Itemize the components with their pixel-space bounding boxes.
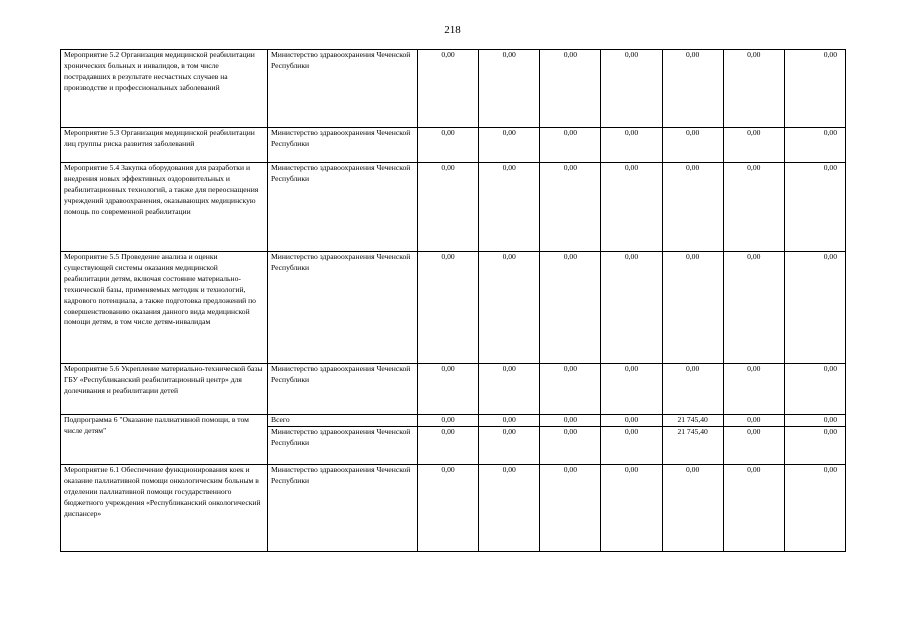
value-cell: 0,00 [418,50,479,128]
value-cell: 0,00 [418,252,479,364]
value-cell: 0,00 [723,128,784,163]
value-cell: 0,00 [784,252,845,364]
value-cell: 0,00 [601,128,662,163]
value-cell: 0,00 [723,426,784,464]
executor: Министерство здравоохранения Чеченской Республики [268,50,418,128]
value-cell: 0,00 [784,464,845,551]
value-cell: 0,00 [723,364,784,415]
value-cell: 0,00 [540,426,601,464]
value-cell: 0,00 [479,128,540,163]
value-cell: 0,00 [784,426,845,464]
table-row [61,163,846,252]
value-cell: 0,00 [601,50,662,128]
value-cell: 0,00 [418,163,479,252]
value-cell: 0,00 [540,464,601,551]
value-cell: 0,00 [662,464,723,551]
value-cell: 0,00 [662,252,723,364]
value-cell: 0,00 [662,128,723,163]
value-cell: 0,00 [601,426,662,464]
value-cell: 0,00 [479,415,540,427]
value-cell: 0,00 [784,364,845,415]
executor: Министерство здравоохранения Чеченской Республики [268,163,418,252]
value-cell: 0,00 [540,364,601,415]
executor: Министерство здравоохранения Чеченской Республики [268,252,418,364]
value-cell: 0,00 [723,415,784,427]
value-cell: 0,00 [479,50,540,128]
value-cell: 0,00 [418,464,479,551]
value-cell: 0,00 [662,50,723,128]
activity-name: Мероприятие 6.1 Обеспечение функционирования коек и оказание паллиативной помощи онкологическим больным в отделении паллиативной помощи государственного бюджетного учреждения «Республиканский онкологический диспансер» [61,464,268,551]
activity-name: Мероприятие 5.4 Закупка оборудования для разработки и внедрения новых эффективных оздоровительных и реабилитационных технологий, а также для переоснащения учреждений здравоохранения, оказывающих медицинскую помощь по современной реабилитации [61,163,268,252]
value-cell: 0,00 [540,163,601,252]
activity-name: Мероприятие 5.5 Проведение анализа и оценки существующей системы оказания медицинской реабилитации детям, включая состояние материально-технической базы, применяемых методик и технологий, кадрового потенциала, а также подготовка предложений по совершенствованию оказания данного вида медицинской помощи детям, в том числе детям-инвалидам [61,252,268,364]
value-cell: 0,00 [418,364,479,415]
value-cell: 0,00 [418,426,479,464]
budget-table [60,49,846,552]
executor: Министерство здравоохранения Чеченской Республики [268,128,418,163]
table-row [61,364,846,415]
value-cell: 0,00 [601,252,662,364]
value-cell: 0,00 [723,252,784,364]
table-row [61,50,846,128]
value-cell: 0,00 [540,50,601,128]
value-cell: 0,00 [601,364,662,415]
value-cell: 0,00 [479,364,540,415]
executor: Министерство здравоохранения Чеченской Республики [268,426,418,464]
value-cell: 0,00 [784,50,845,128]
activity-name: Мероприятие 5.6 Укрепление материально-технической базы ГБУ «Республиканский реабилитационный центр» для долечивания и реабилитации детей [61,364,268,415]
value-cell: 21 745,40 [662,415,723,427]
value-cell: 0,00 [723,163,784,252]
value-cell: 21 745,40 [662,426,723,464]
subprogram-name: Подпрограмма 6 "Оказание паллиативной помощи, в том числе детям" [61,415,268,465]
value-cell: 0,00 [540,128,601,163]
value-cell: 0,00 [723,50,784,128]
value-cell: 0,00 [418,415,479,427]
page-number: 218 [444,24,461,36]
table-row [61,415,846,427]
value-cell: 0,00 [479,163,540,252]
value-cell: 0,00 [479,464,540,551]
value-cell: 0,00 [601,163,662,252]
value-cell: 0,00 [662,364,723,415]
value-cell: 0,00 [601,464,662,551]
executor: Всего [268,415,418,427]
table-row [61,252,846,364]
value-cell: 0,00 [418,128,479,163]
executor: Министерство здравоохранения Чеченской Республики [268,364,418,415]
value-cell: 0,00 [784,415,845,427]
table-row [61,464,846,551]
value-cell: 0,00 [540,415,601,427]
value-cell: 0,00 [723,464,784,551]
value-cell: 0,00 [784,128,845,163]
value-cell: 0,00 [662,163,723,252]
activity-name: Мероприятие 5.3 Организация медицинской реабилитации лиц группы риска развития заболеваний [61,128,268,163]
executor: Министерство здравоохранения Чеченской Республики [268,464,418,551]
table-row [61,128,846,163]
value-cell: 0,00 [540,252,601,364]
value-cell: 0,00 [479,252,540,364]
activity-name: Мероприятие 5.2 Организация медицинской реабилитации хронических больных и инвалидов, в том числе пострадавших в результате несчастных случаев на производстве и профессиональных заболеваний [61,50,268,128]
value-cell: 0,00 [784,163,845,252]
value-cell: 0,00 [479,426,540,464]
value-cell: 0,00 [601,415,662,427]
